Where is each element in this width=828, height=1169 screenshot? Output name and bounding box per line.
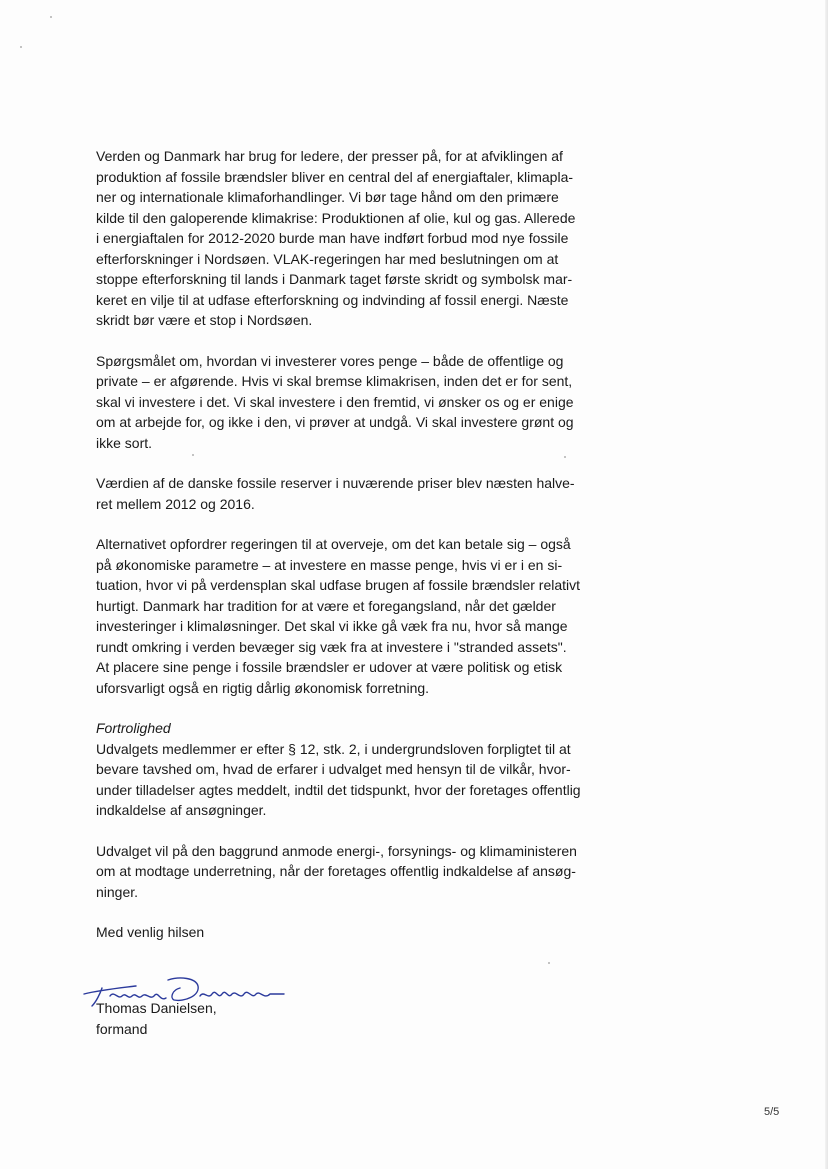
text-line: At placere sine penge i fossile brændsler er udover at være politisk og etisk [96,659,563,675]
paragraph-alternativet [96,534,586,698]
text-line: Med venlig hilsen [96,924,205,940]
page-number: 5/5 [764,1106,780,1118]
signer-info [96,998,217,1039]
text-line: rundt omkring i verden bevæger sig væk fra at investere i "stranded assets". [96,638,567,655]
text-line: produktion af fossile brændsler bliver en central del af energiaftaler, klimapla- [96,168,574,185]
text-line: skal vi investere i det. Vi skal investere i den fremtid, vi ønsker os og er enige [96,393,574,410]
text-line: ninger. [96,883,139,900]
text-line: om at arbejde for, og ikke i den, vi prøver at undgå. Vi skal investere grønt og [96,414,574,430]
scan-speck [50,16,52,18]
text-line: Verden og Danmark har brug for ledere, der presser på, for at afviklingen af [96,148,563,164]
text-line: under tilladelser agtes meddelt, indtil det tidspunkt, hvor der foretages offentlig [96,781,581,798]
paragraph-investment [96,351,586,454]
scan-speck [20,46,22,48]
text-line: investeringer i klimaløsninger. Det skal vi ikke gå væk fra nu, hvor så mange [96,618,568,634]
text-line: ner og internationale klimaforhandlinger. Vi bør tage hånd om den primære [96,189,559,205]
text-line: på økonomiske parametre – at investere en masse penge, hvis vi er i en si- [96,556,563,573]
closing-salutation [96,922,586,943]
text-line: skridt bør være et stop i Nordsøen. [96,312,313,328]
scan-speck [548,962,550,964]
text-line: stoppe efterforskning til lands i Danmark taget første skridt og symbolsk mar- [96,271,573,287]
signer-title: formand [96,1020,148,1037]
text-line: bevare tavshed om, hvad de erfarer i udvalget med hensyn til de vilkår, hvor- [96,761,571,777]
text-line: Udvalgets medlemmer er efter § 12, stk. 2, i undergrundsloven forpligtet til at [96,740,571,757]
text-line: om at modtage underretning, når der foretages offentlig indkaldelse af ansøg- [96,863,576,879]
signer-name: Thomas Danielsen, [96,1000,217,1016]
text-line: uforsvarligt også en rigtig dårlig økonomisk forretning. [96,679,430,696]
text-line: ikke sort. [96,434,153,451]
letter-body [96,146,586,943]
section-heading: Fortrolighed [96,720,171,736]
text-line: ret mellem 2012 og 2016. [96,495,255,512]
text-line: Alternativet opfordrer regeringen til at overveje, om det kan betale sig – også [96,536,571,552]
text-line: Spørgsmålet om, hvordan vi investerer vores penge – både de offentlige og [96,352,564,369]
text-line: indkaldelse af ansøgninger. [96,802,267,818]
text-line: Udvalget vil på den baggrund anmode energi-, forsynings- og klimaministeren [96,842,577,859]
paragraph-leadership [96,146,586,331]
signature-block [80,972,340,1042]
paragraph-request [96,841,586,903]
text-line: kilde til den galoperende klimakrise: Produktionen af olie, kul og gas. Allerede [96,209,576,226]
text-line: efterforskninger i Nordsøen. VLAK-regeringen har med beslutningen om at [96,250,559,267]
text-line: hurtigt. Danmark har tradition for at være et foregangsland, når det gælder [96,597,556,614]
paragraph-confidentiality [96,718,586,821]
text-line: tuation, hvor vi på verdensplan skal udfase brugen af fossile brændsler relativt [96,577,581,593]
text-line: i energiaftalen for 2012-2020 burde man have indført forbud mod nye fossile [96,230,569,246]
text-line: Værdien af de danske fossile reserver i nuværende priser blev næsten halve- [96,475,575,491]
paragraph-reserves [96,473,586,514]
text-line: keret en vilje til at udfase efterforskning og indvinding af fossil energi. Næste [96,291,569,308]
text-line: private – er afgørende. Hvis vi skal bremse klimakrisen, inden det er for sent, [96,373,573,389]
